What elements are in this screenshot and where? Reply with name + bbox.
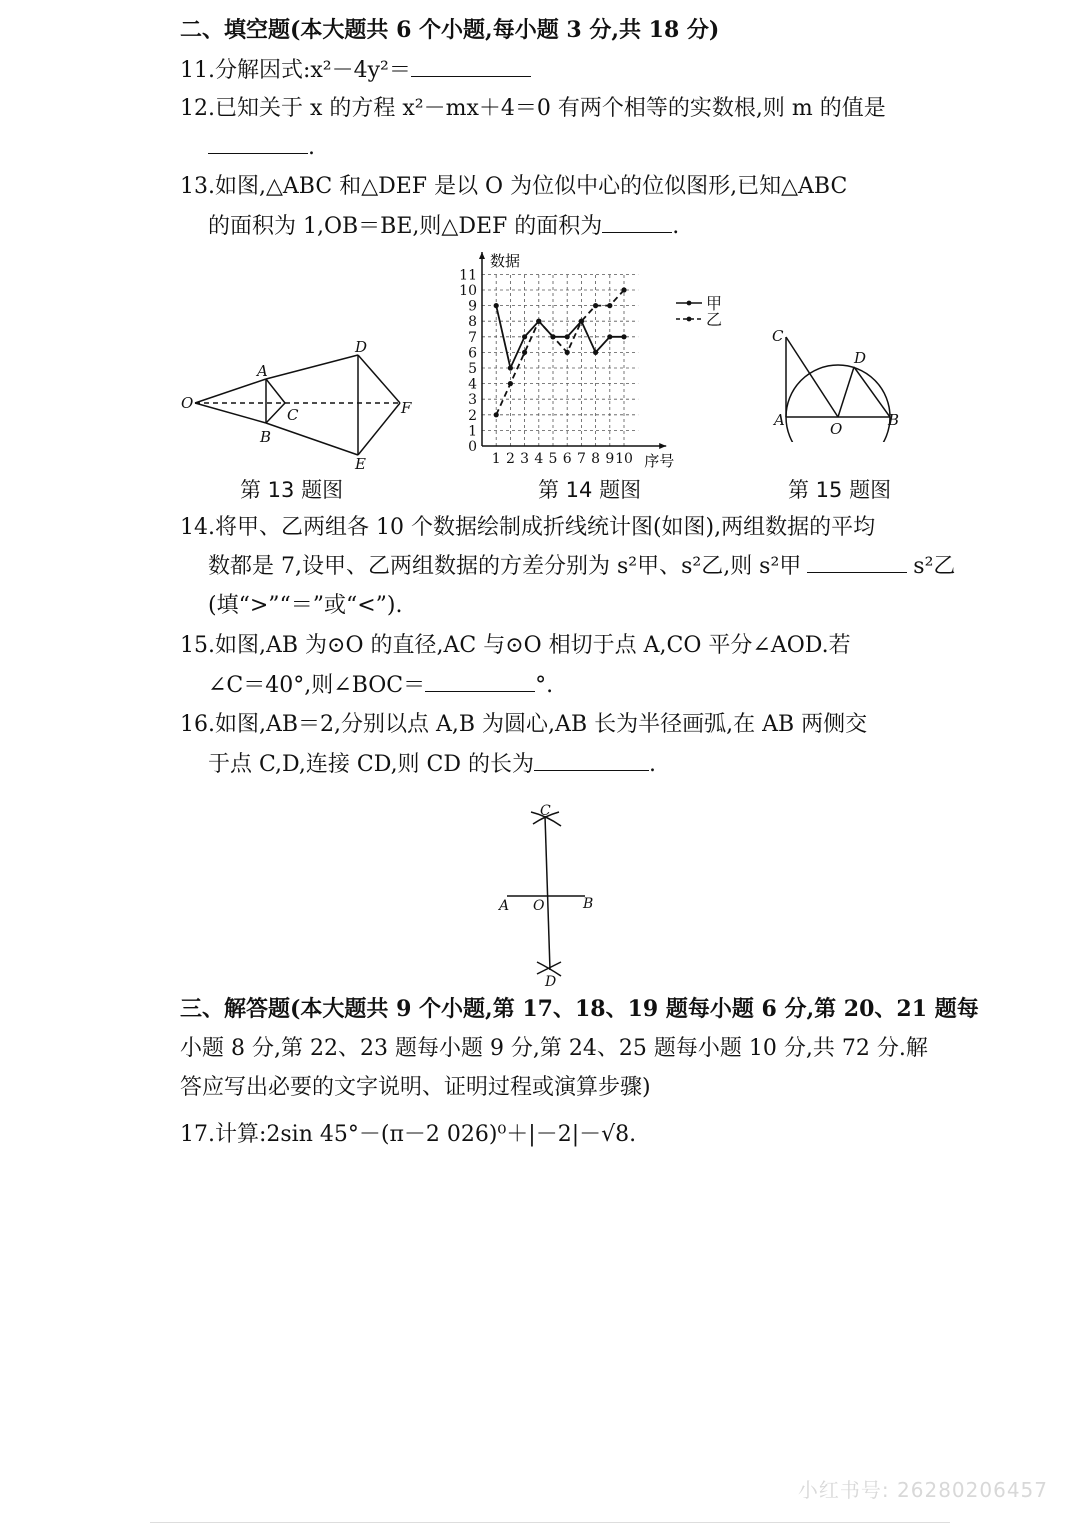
question-13-line-2 [208, 212, 679, 242]
x-tick-label: 2 [505, 451, 515, 467]
line-BE [266, 423, 358, 455]
figure-13-caption: 第 13 题图 [240, 478, 344, 502]
legend-marker-1 [687, 301, 692, 306]
figure-14-caption: 第 14 题图 [538, 478, 642, 502]
answer-blank-11[interactable] [411, 56, 531, 77]
figure-15-caption: 第 15 题图 [788, 478, 892, 502]
chart-x-axis-label: 序号 [644, 452, 675, 470]
series-point-2 [621, 287, 626, 292]
y-tick-label: 11 [459, 267, 477, 284]
y-tick-label: 0 [468, 439, 477, 455]
y-tick-label: 1 [468, 423, 477, 440]
x-tick-label: 10 [615, 451, 633, 467]
x-tick-label: 5 [548, 451, 558, 467]
question-14-line-3: (填“>”“＝”或“<”). [208, 593, 403, 618]
chart-legend [676, 294, 722, 329]
label-O: O [181, 394, 194, 412]
line-BC [266, 403, 285, 423]
line-CO [786, 337, 838, 417]
label-A: A [257, 362, 268, 380]
question-11-text: 11.分解因式:x²－4y²＝ [180, 58, 411, 83]
series-point-2 [565, 350, 570, 355]
y-tick-label: 7 [468, 329, 477, 346]
y-tick-label: 4 [468, 376, 477, 393]
question-14-line-2 [208, 552, 955, 582]
legend-marker-2 [687, 317, 692, 322]
chart-ticks [459, 267, 633, 467]
line-OB [195, 403, 266, 423]
answer-blank-12[interactable] [208, 133, 308, 154]
series-point-2 [522, 350, 527, 355]
question-15-line-2 [208, 671, 553, 701]
question-17: 17.计算:2sin 45°－(π－2 026)⁰＋|－2|－√8. [180, 1122, 637, 1147]
section-3-line-1 [180, 994, 979, 1025]
label-F: F [401, 399, 412, 417]
label-C: C [772, 327, 784, 345]
question-13-period: . [672, 214, 680, 239]
x-tick-label: 7 [576, 451, 586, 467]
figure-13 [178, 335, 418, 475]
question-16-line-2 [208, 750, 656, 780]
series-point-1 [494, 303, 499, 308]
x-tick-label: 9 [605, 451, 615, 467]
y-tick-label: 8 [468, 314, 477, 331]
question-14-variance-b: s²乙 [913, 554, 956, 579]
section-3-title: 三、解答题(本大题共 9 个小题,第 17、18、19 题每小题 6 分,第 20、21 题每 [180, 996, 979, 1022]
label-B: B [260, 428, 272, 446]
label-B: B [583, 896, 594, 912]
series-point-2 [494, 412, 499, 417]
label-B: B [888, 411, 900, 429]
question-16-period: . [649, 752, 657, 777]
chart-y-axis-label: 数据 [490, 252, 521, 270]
y-tick-label: 5 [468, 361, 477, 377]
x-axis-arrow [659, 443, 666, 449]
question-12-line-1: 12.已知关于 x 的方程 x²－mx＋4＝0 有两个相等的实数根,则 m 的值是 [180, 96, 886, 121]
x-tick-label: 1 [491, 451, 501, 467]
answer-blank-15[interactable] [425, 671, 535, 692]
bottom-rule [150, 1522, 950, 1523]
series-point-1 [621, 334, 626, 339]
section-2-title: 二、填空题(本大题共 6 个小题,每小题 3 分,共 18 分) [180, 17, 720, 43]
figure-16 [495, 800, 605, 990]
y-tick-label: 2 [468, 407, 477, 424]
x-tick-label: 4 [534, 451, 544, 467]
question-14-line-1: 14.将甲、乙两组各 10 个数据绘制成折线统计图(如图),两组数据的平均 [180, 515, 876, 540]
answer-blank-16[interactable] [534, 750, 649, 771]
legend-label-2: 乙 [706, 310, 723, 329]
y-tick-label: 6 [468, 345, 477, 362]
answer-blank-14[interactable] [807, 552, 907, 573]
y-tick-label: 3 [468, 392, 477, 409]
x-tick-label: 3 [520, 451, 530, 467]
series-point-2 [550, 334, 555, 339]
line-CD [545, 816, 550, 970]
question-11 [180, 56, 531, 86]
series-point-1 [522, 334, 527, 339]
question-15-degree: °. [535, 673, 554, 698]
series-point-1 [565, 334, 570, 339]
x-tick-label: 8 [591, 451, 601, 467]
section-3-line-3: 答应写出必要的文字说明、证明过程或演算步骤) [180, 1075, 651, 1100]
label-D: D [545, 974, 557, 990]
label-A: A [499, 898, 510, 914]
question-15-line-1: 15.如图,AB 为⊙O 的直径,AC 与⊙O 相切于点 A,CO 平分∠AOD.若 [180, 633, 851, 658]
question-15-text: ∠C＝40°,则∠BOC＝ [208, 673, 426, 698]
label-O: O [533, 898, 545, 914]
series-point-2 [593, 303, 598, 308]
question-12-period: . [308, 135, 315, 160]
line-OD [838, 367, 854, 417]
label-A: A [774, 411, 785, 429]
line-OA [195, 379, 266, 403]
question-16-line-1: 16.如图,AB＝2,分别以点 A,B 为圆心,AB 长为半径画弧,在 AB 两侧交 [180, 712, 868, 737]
watermark: 小红书号: 26280206457 [797, 1478, 1048, 1502]
series-point-1 [607, 334, 612, 339]
section-3-line-2: 小题 8 分,第 22、23 题每小题 9 分,第 24、25 题每小题 10 分,共 72 分.解 [180, 1036, 928, 1061]
legend-label-1: 甲 [706, 294, 723, 313]
x-tick-label: 6 [562, 451, 572, 467]
question-14-text: 数都是 7,设甲、乙两组数据的方差分别为 s²甲、s²乙,则 s²甲 [208, 554, 802, 579]
line-AC [266, 379, 285, 403]
series-point-2 [536, 319, 541, 324]
label-C: C [540, 803, 551, 819]
question-13-text: 的面积为 1,OB＝BE,则△DEF 的面积为 [208, 214, 603, 239]
y-axis-arrow [479, 252, 485, 259]
series-point-1 [508, 365, 513, 370]
question-13-line-1: 13.如图,△ABC 和△DEF 是以 O 为位似中心的位似图形,已知△ABC [180, 174, 848, 199]
line-DF [358, 355, 400, 403]
answer-blank-13[interactable] [602, 212, 672, 233]
series-point-2 [579, 319, 584, 324]
y-tick-label: 9 [468, 298, 477, 315]
line-AD [266, 355, 358, 379]
label-E: E [355, 455, 366, 473]
line-EF [358, 403, 400, 455]
series-point-2 [607, 303, 612, 308]
series-point-2 [508, 381, 513, 386]
question-16-text: 于点 C,D,连接 CD,则 CD 的长为 [208, 752, 535, 777]
label-O: O [830, 420, 843, 438]
figure-15 [768, 322, 908, 442]
series-point-1 [593, 350, 598, 355]
y-tick-label: 10 [459, 283, 477, 299]
label-D: D [854, 349, 867, 367]
question-12-line-2 [208, 133, 315, 163]
label-D: D [355, 338, 368, 356]
figure-14-chart [450, 246, 740, 476]
label-C: C [287, 406, 299, 424]
line-DB [854, 367, 890, 417]
